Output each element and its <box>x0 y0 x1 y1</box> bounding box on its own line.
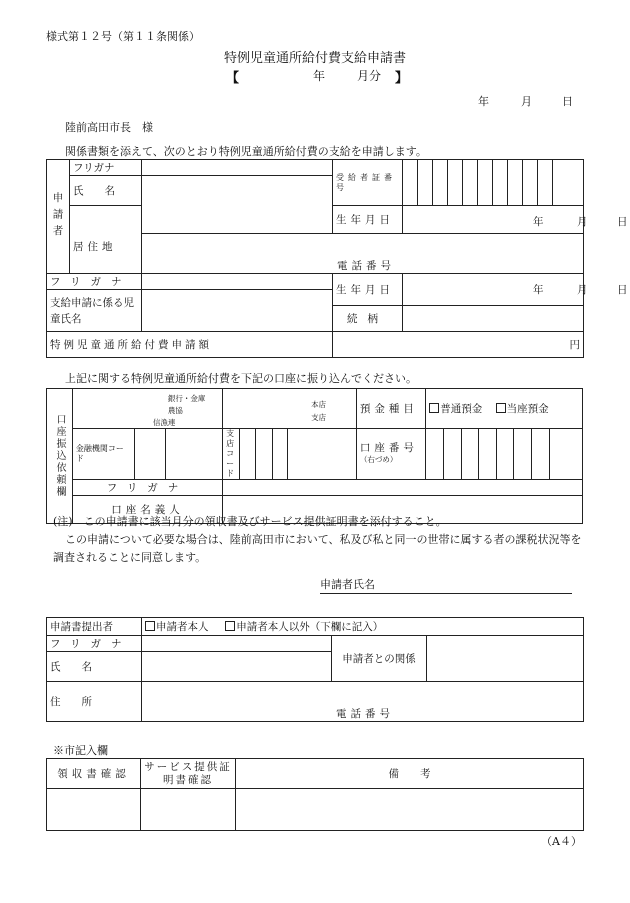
remarks-field[interactable] <box>236 789 584 831</box>
applicant-signature-line[interactable] <box>320 576 572 594</box>
deposit-type-options <box>426 389 583 429</box>
period-month: 月分 <box>357 69 382 83</box>
name-field[interactable] <box>142 176 333 234</box>
amount-field[interactable] <box>333 332 584 358</box>
branch-name-field[interactable] <box>223 389 357 429</box>
branch-type: 本店 <box>311 400 327 409</box>
recipient-digit[interactable] <box>433 160 448 206</box>
address-field[interactable] <box>142 234 584 274</box>
addressee: 陸前高田市長 様 <box>65 121 153 134</box>
inst-code-digit[interactable] <box>135 429 166 480</box>
birth-year: 年 <box>533 216 544 228</box>
birth-field[interactable] <box>403 206 628 234</box>
holder-label: 口座名義人 <box>72 496 222 524</box>
remarks-label: 備 考 <box>236 759 584 789</box>
submitter-name-field[interactable] <box>142 652 332 682</box>
acct-digit[interactable] <box>443 429 461 480</box>
inst-code-digit[interactable] <box>166 429 223 480</box>
acct-digit[interactable] <box>479 429 497 480</box>
submitter-furigana-field[interactable] <box>142 636 332 652</box>
submitter-other-checkbox[interactable]: 申請者本人以外（下欄に記入） <box>225 621 383 633</box>
child-birth-year: 年 <box>533 284 544 296</box>
recipient-no-label: 受給者証番号 <box>333 160 403 206</box>
acct-no-label: 口座番号 （右づめ） <box>356 429 425 480</box>
submitter-name-label: 氏 名 <box>47 652 142 682</box>
submitter-self-checkbox[interactable]: 申請者本人 <box>145 621 209 633</box>
yen-unit: 円 <box>569 339 580 351</box>
date-day: 日 <box>562 95 573 108</box>
period-close: 】 <box>395 71 409 86</box>
branch-type: 支店 <box>311 413 327 422</box>
date-month: 月 <box>521 95 532 108</box>
child-name-field[interactable] <box>142 290 333 332</box>
submitter-address-field[interactable] <box>142 682 584 722</box>
recipient-digit[interactable] <box>508 160 523 206</box>
recipient-digit[interactable] <box>493 160 508 206</box>
period-open: 【 <box>226 71 240 86</box>
submitter-furigana-label: フリガナ <box>47 636 142 652</box>
relation-label: 続柄 <box>333 306 403 332</box>
amount-label: 特例児童通所給付費申請額 <box>47 332 333 358</box>
branch-code-digit[interactable] <box>288 429 356 480</box>
consent-text: この申請について必要な場合は、陸前高田市において、私及び私と同一の世帯に属する者の課税状況等を調査されることに同意します。 <box>53 533 582 564</box>
period-year: 年 <box>313 69 326 83</box>
ordinary-checkbox[interactable]: 普通預金 <box>429 403 482 415</box>
bank-table <box>46 388 583 524</box>
paper-size: （A４） <box>541 835 582 848</box>
recipient-digit[interactable] <box>523 160 538 206</box>
child-birth-field[interactable] <box>403 274 628 306</box>
form-title: 特例児童通所給付費支給申請書 <box>223 51 406 66</box>
recipient-digit[interactable] <box>418 160 433 206</box>
bank-side-label: 口座振込依頼欄 <box>47 389 73 524</box>
bank-intro: 上記に関する特例児童通所給付費を下記の口座に振り込んでください。 <box>65 372 417 385</box>
address-label: 居住地 <box>70 206 142 274</box>
branch-code-digit[interactable] <box>272 429 288 480</box>
recipient-extra[interactable] <box>553 160 584 206</box>
acct-digit[interactable] <box>461 429 479 480</box>
applicant-table <box>46 159 628 358</box>
inst-code-label: 金融機関コード <box>72 429 134 480</box>
child-furigana-label: フリガナ <box>47 274 142 290</box>
acct-digit[interactable] <box>496 429 514 480</box>
recipient-digit[interactable] <box>403 160 418 206</box>
service-check-field[interactable] <box>141 789 236 831</box>
branch-code-digit[interactable] <box>256 429 273 480</box>
child-furigana-field[interactable] <box>142 274 333 290</box>
current-checkbox[interactable]: 当座預金 <box>496 403 549 415</box>
bank-type: 農協 <box>167 406 183 415</box>
submitter-address-label: 住 所 <box>47 682 142 722</box>
intro-text: 関係書類を添えて、次のとおり特例児童通所給付費の支給を申請します。 <box>65 145 427 158</box>
recipient-digit[interactable] <box>448 160 463 206</box>
phone-label: 電話番号 <box>337 260 395 272</box>
form-number: 様式第１２号（第１１条関係） <box>46 30 200 43</box>
bank-name-field[interactable] <box>72 389 222 429</box>
acct-digit[interactable] <box>549 429 582 480</box>
branch-code-digit[interactable] <box>239 429 256 480</box>
recipient-digit[interactable] <box>463 160 478 206</box>
bank-type: 信漁連 <box>152 418 176 427</box>
applicant-side-label: 申請者 <box>47 160 70 274</box>
receipt-check-field[interactable] <box>47 789 141 831</box>
furigana-label: フリガナ <box>70 160 142 176</box>
recipient-digit[interactable] <box>538 160 553 206</box>
acct-digit[interactable] <box>514 429 532 480</box>
holder-furigana-field[interactable] <box>223 480 583 496</box>
name-label: 氏 名 <box>70 176 142 206</box>
holder-furigana-label: フリガナ <box>72 480 222 496</box>
child-birth-month: 月 <box>577 284 588 296</box>
submitter-label: 申請書提出者 <box>47 618 142 636</box>
child-birth-day: 日 <box>617 284 628 296</box>
receipt-check-label: 領収書確認 <box>47 759 141 789</box>
date-year: 年 <box>478 95 489 108</box>
birth-month: 月 <box>577 216 588 228</box>
signature-label: 申請者氏名 <box>320 578 375 591</box>
office-use-label: ※市記入欄 <box>53 744 108 757</box>
submitter-phone-label: 電話番号 <box>336 708 394 720</box>
office-table <box>46 758 584 831</box>
child-name-label: 支給申請に係る児童氏名 <box>47 290 142 332</box>
child-birth-label: 生年月日 <box>333 274 403 306</box>
deposit-type-label: 預金種目 <box>356 389 425 429</box>
submitter-table <box>46 617 584 722</box>
birth-label: 生年月日 <box>333 206 403 234</box>
relation-to-applicant-label: 申請者との関係 <box>332 636 427 682</box>
acct-digit[interactable] <box>426 429 444 480</box>
submitter-options <box>142 618 584 636</box>
recipient-digit[interactable] <box>478 160 493 206</box>
service-check-label: サービス提供証明書確認 <box>141 759 236 789</box>
branch-code-label: 支店コード <box>223 429 240 480</box>
birth-day: 日 <box>617 216 628 228</box>
bank-type: 銀行・金庫 <box>167 394 206 403</box>
attachment-note: (注) この申請書に該当月分の領収書及びサービス提供証明書を添付すること。 <box>53 515 447 528</box>
relation-field[interactable] <box>403 306 584 332</box>
furigana-field[interactable] <box>142 160 333 176</box>
relation-to-applicant-field[interactable] <box>427 636 584 682</box>
acct-digit[interactable] <box>531 429 549 480</box>
